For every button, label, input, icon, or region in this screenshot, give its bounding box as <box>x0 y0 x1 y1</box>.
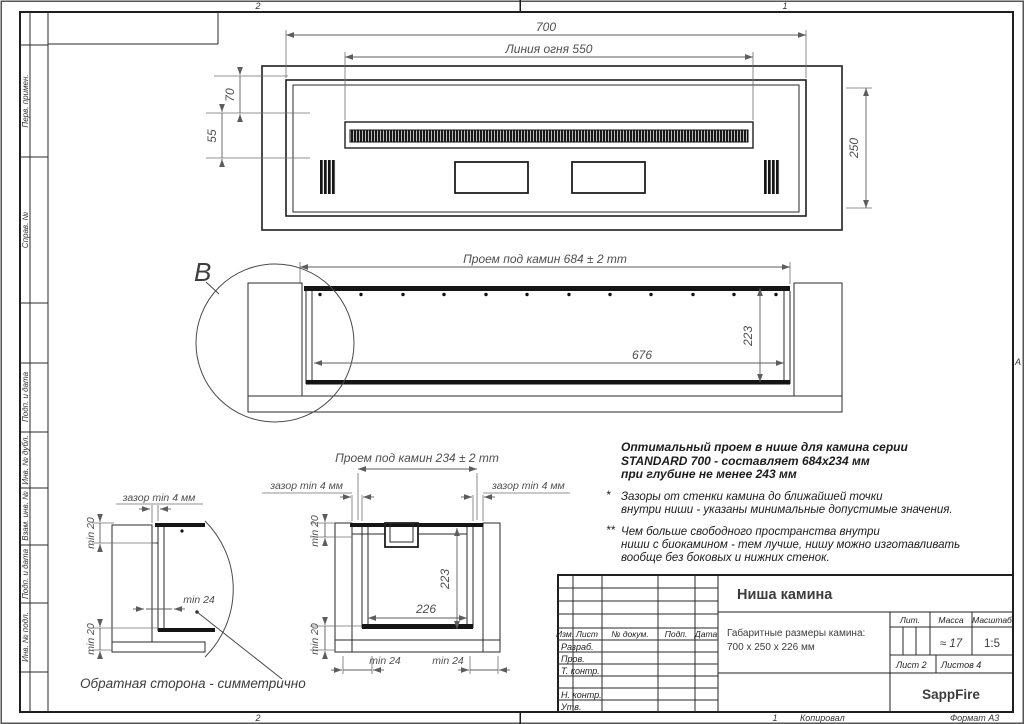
zone-top-right: 1 <box>782 1 788 11</box>
note-1 <box>606 491 1006 517</box>
dim-min20-bottom-label: min 20 <box>85 623 97 655</box>
dim-55-label: 55 <box>205 129 219 143</box>
row-razrab: Разраб. <box>561 642 594 652</box>
stamp-cell-label: Подп. и дата <box>21 371 30 423</box>
note-2-line1: Чем больше свободного пространства внутри <box>621 525 880 538</box>
fireplace-top-view <box>205 20 872 230</box>
niche-section-view <box>194 252 842 422</box>
stamp-cell-label: Перв. примен. <box>21 74 30 128</box>
fireplace-plate-edge <box>155 523 205 527</box>
notes-heading-line3: при глубине не менее 243 мм <box>621 467 797 481</box>
dim-min24-label: min 24 <box>183 594 215 606</box>
notes-heading-line1: Оптимальный проем в нише для камина серии <box>621 440 908 454</box>
left-stamp <box>20 12 218 712</box>
niche-wall-left-section <box>248 283 302 396</box>
title-block <box>556 575 1013 712</box>
niche-wall-right-section <box>794 283 842 396</box>
col-list: Лист <box>576 629 598 639</box>
note-2-line3: вообще без боковых и нижних стенок. <box>621 551 830 564</box>
wall-bottom-section <box>112 642 205 652</box>
end-section-view <box>262 451 570 674</box>
dim-min20-bottom-label: min 20 <box>309 623 321 655</box>
niche-wall-bottom-section <box>248 396 842 412</box>
note-1-line2: внутри ниши - указаны минимальные допустимые значения. <box>621 503 953 516</box>
zone-right: A <box>1014 357 1022 367</box>
scale-value: 1:5 <box>984 638 1000 650</box>
dim-min20-top-label: min 20 <box>309 515 321 547</box>
copied-label: Копировал <box>800 713 845 723</box>
fireplace-bottom-plate <box>306 380 790 385</box>
dim-min24-left-label: min 24 <box>369 655 401 667</box>
row-nkontr: Н. контр. <box>561 690 602 700</box>
note-2-line2: ниши с биокамином - тем лучше, нишу можно изготавливать <box>621 538 961 551</box>
sheet-frame <box>1 0 1023 724</box>
burner-strip <box>350 130 748 142</box>
zone-bottom-left: 2 <box>255 713 261 723</box>
dim-gap-label: зазор min 4 мм <box>122 492 196 504</box>
stamp-cell-label: Инв. № дубл. <box>21 435 30 485</box>
dim-min24-right-label: min 24 <box>432 655 464 667</box>
note-1-line1: Зазоры от стенки камина до ближайшей точки <box>621 490 883 503</box>
stamp-cell-label: Взам. инв. № <box>21 491 30 541</box>
fireplace-bottom-edge <box>158 628 215 632</box>
screw-dots <box>318 293 777 296</box>
stamp-cell-label: Инв. № подл. <box>21 612 30 662</box>
note-1-marker: * <box>606 489 611 502</box>
mass-value: ≈ 17 <box>939 638 963 650</box>
dim-223-label: 223 <box>438 568 452 590</box>
dim-684-label: Проем под камин 684 ± 2 mm <box>463 252 627 266</box>
detail-b-view <box>80 492 306 691</box>
access-cover-right <box>572 162 645 193</box>
wall-bottom-section <box>335 640 500 652</box>
dim-223-label: 223 <box>741 325 755 347</box>
doc-title: Ниша камина <box>737 587 833 603</box>
stamp-cell-label: Справ. № <box>21 211 30 249</box>
col-izm: Изм. <box>555 629 575 639</box>
vent-grille-right <box>764 160 780 194</box>
dim-fire-line-label: Линия огня 550 <box>505 42 593 56</box>
col-doc: № докум. <box>611 629 649 639</box>
stamp-cell-label: Подп. и дата <box>21 548 30 600</box>
scale-label: Масштаб <box>972 615 1012 625</box>
mass-label: Масса <box>938 615 964 625</box>
format-label: Формат А3 <box>950 713 1000 723</box>
fireplace-top-plate <box>304 286 790 291</box>
dim-70-label: 70 <box>223 88 237 102</box>
overall-dims-line2: 700 x 250 x 226 мм <box>727 642 815 653</box>
zone-top-left: 2 <box>255 1 261 11</box>
dim-676-label: 676 <box>631 348 652 362</box>
col-sign: Подп. <box>664 629 688 639</box>
note-2-marker: ** <box>606 524 615 537</box>
lit-label: Лит. <box>900 615 920 625</box>
detail-b-letter: B <box>194 257 212 287</box>
row-prov: Пров. <box>561 654 585 664</box>
sheets-total: Листов 4 <box>941 660 982 670</box>
vent-grille-left <box>320 160 336 194</box>
row-tkontr: Т. контр. <box>561 666 600 676</box>
wall-right-section <box>483 523 500 652</box>
row-utv: Утв. <box>561 702 582 712</box>
wall-section <box>112 525 152 642</box>
dim-gap-right-label: зазор min 4 мм <box>492 480 565 492</box>
dim-226-label: 226 <box>415 602 437 616</box>
note-2 <box>606 526 1006 565</box>
dim-gap-left-label: зазор min 4 мм <box>270 480 343 492</box>
fireplace-bottom <box>362 624 473 629</box>
dim-min20-top-label: min 20 <box>85 517 97 549</box>
dim-250-label: 250 <box>847 137 861 159</box>
back-side-note: Обратная сторона - симметрично <box>80 676 306 691</box>
wall-left-section <box>335 523 352 652</box>
overall-dims-line1: Габаритные размеры камина: <box>727 628 866 639</box>
dim-234-label: Проем под камин 234 ± 2 mm <box>335 451 499 465</box>
dim-700-label: 700 <box>535 20 557 34</box>
notes-block <box>606 441 1006 565</box>
sheet-number: Лист 2 <box>896 660 927 670</box>
zone-bottom-right: 1 <box>772 713 778 723</box>
company-name: SappFire <box>922 687 980 702</box>
access-cover-left <box>455 162 528 193</box>
notes-heading-line2: STANDARD 700 - составляет 684x234 мм <box>621 453 870 468</box>
col-date: Дата <box>694 629 718 639</box>
